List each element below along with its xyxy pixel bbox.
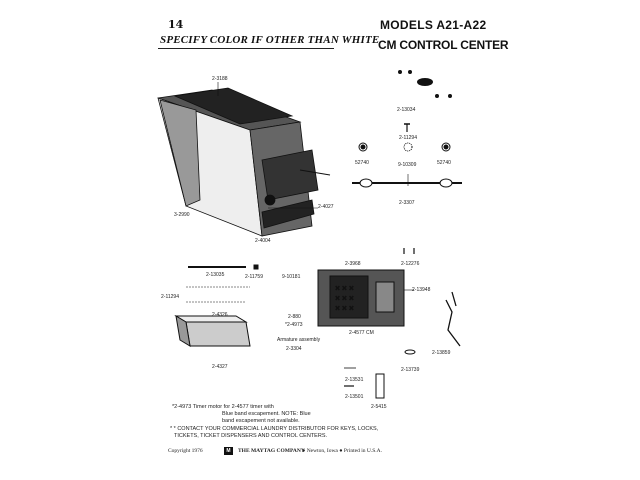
label-9-10181: 9-10181 <box>282 274 301 280</box>
tray-drawing <box>176 316 250 346</box>
label-2-880: 2-880 <box>288 314 301 320</box>
label-2-13948: 2-13948 <box>412 287 431 293</box>
section-title: CM CONTROL CENTER <box>378 38 509 52</box>
label-2-4326: 2-4326 <box>212 312 228 318</box>
small-screws-drawing <box>404 248 414 254</box>
label-9-10309: 9-10309 <box>398 162 417 168</box>
label-2-13859: 2-13859 <box>432 350 451 356</box>
svg-text:× × ×: × × × <box>335 295 354 302</box>
key-tag-drawing <box>398 70 452 98</box>
copyright: Copyright 1976 <box>168 448 203 454</box>
lock-parts-drawing <box>359 143 450 151</box>
label-2-11759: 2-11759 <box>245 274 263 280</box>
models-title: MODELS A21-A22 <box>380 18 487 32</box>
timer-note-line1: *2-4973 Timer motor for 2-4577 timer with <box>172 404 274 410</box>
bracket-drawing <box>352 174 462 187</box>
label-2-3307: 2-3307 <box>399 200 415 206</box>
contact-note-line1: * * CONTACT YOUR COMMERCIAL LAUNDRY DISTRIBUTOR FOR KEYS, LOCKS, <box>170 426 379 432</box>
label-3-2990: 3-2990 <box>174 212 190 218</box>
label-2-13531: 2-13531 <box>345 377 364 383</box>
label-2-4577-cm: 2-4577 CM <box>349 330 374 336</box>
specify-color-note: SPECIFY COLOR IF OTHER THAN WHITE <box>160 34 380 46</box>
timer-assembly-drawing <box>318 270 414 326</box>
timer-note-line2: Blue band escapement. NOTE: Blue <box>222 411 311 417</box>
label-2-13034: 2-13034 <box>397 107 416 113</box>
contact-note-line2: TICKETS, TICKET DISPENSERS AND CONTROL CENTERS. <box>174 433 328 439</box>
label-2-4973: *2-4973 <box>285 322 303 328</box>
label-2-4004: 2-4004 <box>255 238 271 244</box>
timer-note-line3: band escapement not available. <box>222 418 300 424</box>
label-2-5415: 2-5415 <box>371 404 387 410</box>
label-2-11294-top: 2-11294 <box>399 135 417 141</box>
screw-drawing <box>404 124 410 132</box>
label-2-12276: 2-12276 <box>401 261 420 267</box>
rod-drawing <box>186 265 258 302</box>
label-2-13035: 2-13035 <box>206 272 225 278</box>
label-2-13739: 2-13739 <box>401 367 420 373</box>
maytag-logo: M <box>224 447 233 455</box>
svg-text:× × ×: × × × <box>335 305 354 312</box>
label-2-3304: 2-3304 <box>286 346 302 352</box>
label-2-4327: 2-4327 <box>212 364 228 370</box>
company-location: ● Newton, Iowa ● Printed in U.S.A. <box>302 448 382 454</box>
label-2-4027: 2-4027 <box>318 204 334 210</box>
label-2-3968: 2-3968 <box>345 261 361 267</box>
label-52740-left: 52740 <box>355 160 369 166</box>
label-2-13501: 2-13501 <box>345 394 364 400</box>
page-number: 14 <box>168 18 184 31</box>
label-52740-right: 52740 <box>437 160 451 166</box>
spring-drawing <box>405 350 415 354</box>
label-armature-assembly: Armature assembly <box>277 337 321 343</box>
svg-text:× × ×: × × × <box>335 285 354 292</box>
label-2-3188: 2-3188 <box>212 76 228 82</box>
actuator-arm-drawing <box>446 292 460 346</box>
label-2-11294-left: 2-11294 <box>161 294 179 300</box>
company-name: THE MAYTAG COMPANY <box>238 448 305 454</box>
